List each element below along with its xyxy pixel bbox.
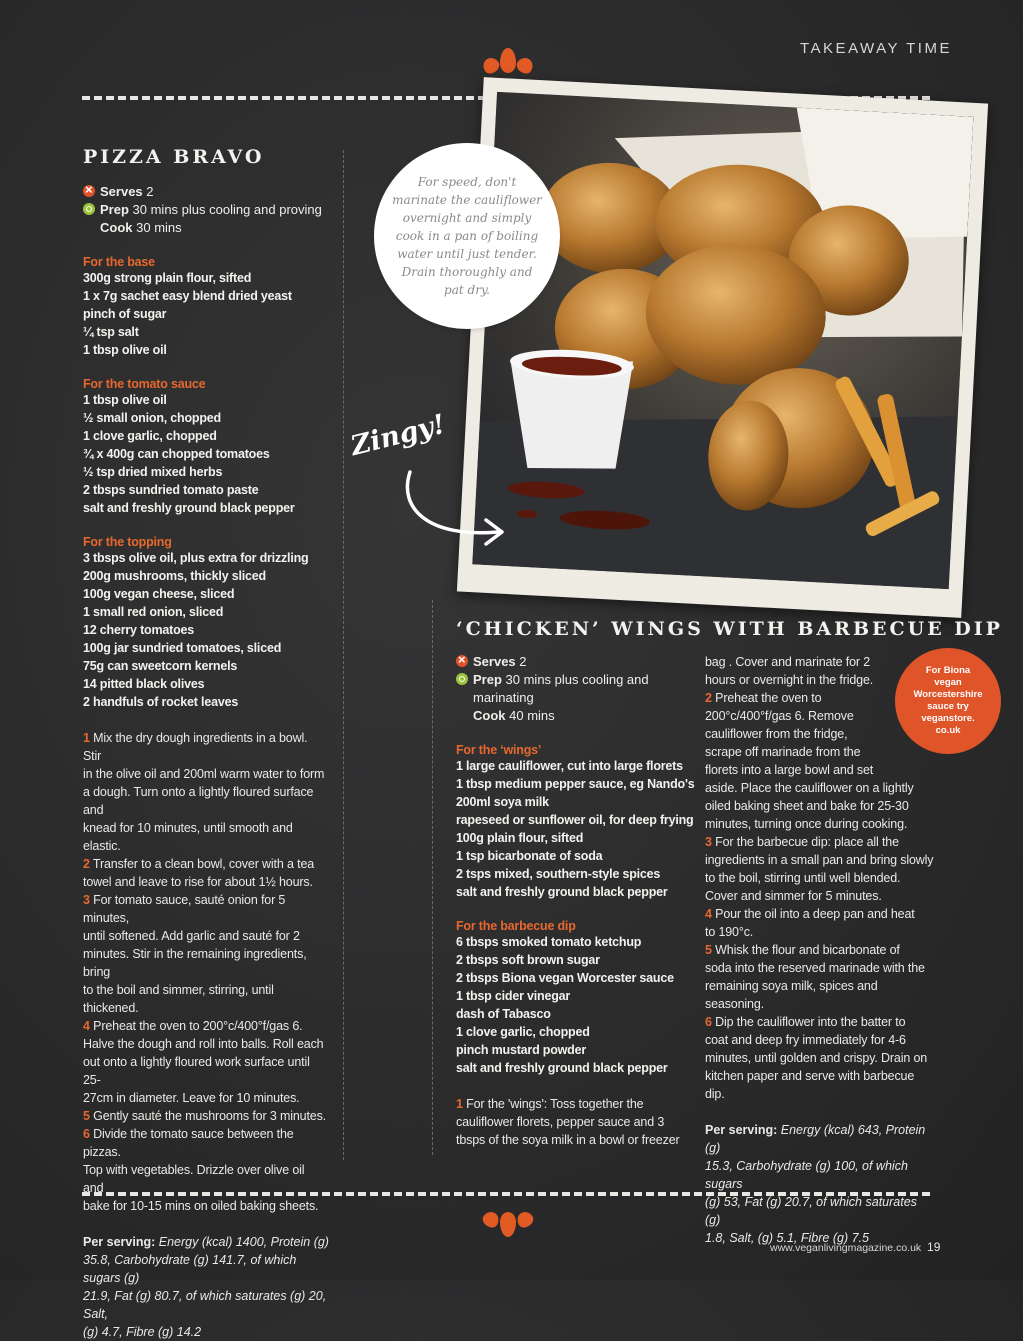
column-divider-2 bbox=[432, 600, 433, 1155]
ingredient: ½ small onion, chopped bbox=[83, 411, 221, 425]
ingredients-list bbox=[83, 269, 333, 359]
method-step: 5 Whisk the flour and bicarbonate of soda into the reserved marinade with the remaining soya milk, spices and seasoning. bbox=[705, 943, 925, 1011]
curved-arrow-icon bbox=[398, 468, 513, 553]
ingredient: 2 tsps mixed, southern-style spices bbox=[456, 867, 661, 881]
method bbox=[456, 1095, 691, 1149]
petal-ornament-top bbox=[483, 48, 533, 78]
petal-ornament-bottom bbox=[483, 1212, 533, 1242]
cook-label: Cook bbox=[100, 220, 133, 235]
method-step: 4 Pour the oil into a deep pan and heat to 190°c. bbox=[705, 907, 915, 939]
serves-label: Serves bbox=[100, 184, 143, 199]
ingredient: salt and freshly ground black pepper bbox=[456, 1061, 668, 1075]
ingredients-heading: For the tomato sauce bbox=[83, 377, 206, 391]
ingredients-heading: For the topping bbox=[83, 535, 172, 549]
wings-meta bbox=[456, 653, 691, 725]
nutrition: Per serving: Energy (kcal) 643, Protein (g) 15.3, Carbohydrate (g) 100, of which sugars (g) 53, Fat (g) 20.7, of which saturates (g) 1.8, Salt, (g) 5.1, Fibre (g) 7.5 bbox=[705, 1123, 926, 1245]
tip-text: For speed, don't marinate the cauliflower overnight and simply cook in a pan of boiling water until just tender. Drain thoroughly and pat dry. bbox=[392, 175, 542, 297]
wings-column-left bbox=[456, 653, 695, 1149]
wings-column-right bbox=[705, 653, 935, 1247]
serves-value: 2 bbox=[519, 654, 527, 669]
photo-frame bbox=[457, 77, 988, 618]
prep-label: Prep bbox=[473, 672, 502, 687]
ingredients-list bbox=[83, 391, 333, 517]
section-label: TAKEAWAY TIME bbox=[800, 40, 952, 57]
ingredient: 14 pitted black olives bbox=[83, 677, 205, 691]
method bbox=[83, 729, 328, 1215]
ingredient: salt and freshly ground black pepper bbox=[83, 501, 295, 515]
ingredients-list bbox=[456, 757, 695, 901]
serves-label: Serves bbox=[473, 654, 516, 669]
ingredient: 200ml soya milk bbox=[456, 795, 549, 809]
prep-value: 30 mins plus cooling and bbox=[505, 672, 649, 687]
footer-url: www.veganlivingmagazine.co.uk bbox=[770, 1242, 922, 1254]
ingredient: 2 tbsps soft brown sugar bbox=[456, 953, 600, 967]
method-step: 1 Mix the dry dough ingredients in a bowl. Stir in the olive oil and 200ml warm water to form a dough. Turn onto a lightly floured surface and knead for 10 minutes, until smooth and elastic. bbox=[83, 731, 325, 853]
ingredient: dash of Tabasco bbox=[456, 1007, 551, 1021]
food-photo bbox=[472, 92, 973, 589]
promo-badge-text: For Biona vegan Worcestershire sauce try veganstore. co.uk bbox=[913, 665, 983, 736]
method-step: 6 Dip the cauliflower into the batter to coat and deep fry immediately for 4-6 minutes, until golden and crispy. Drain on kitchen paper and serve with barbecue dip. bbox=[705, 1015, 928, 1101]
method-step: 4 Preheat the oven to 200°c/400°f/gas 6. Halve the dough and roll into balls. Roll each out onto a lightly floured work surface until 25- 27cm in diameter. Leave for 10 minutes. bbox=[83, 1019, 324, 1105]
method-step: 5 Gently sauté the mushrooms for 3 minutes. bbox=[83, 1109, 326, 1123]
method-step: 6 Divide the tomato sauce between the pizzas. Top with vegetables. Drizzle over olive oil and bake for 10-15 mins on oiled baking sheets. bbox=[83, 1127, 319, 1213]
method-step: 2 Transfer to a clean bowl, cover with a tea towel and leave to rise for about 1½ hours. bbox=[83, 857, 315, 889]
cook-label: Cook bbox=[473, 708, 506, 723]
ingredient: 1 clove garlic, chopped bbox=[83, 429, 217, 443]
ingredient: 2 tbsps sundried tomato paste bbox=[83, 483, 259, 497]
method-step: 1 For the 'wings': Toss together the cauliflower florets, pepper sauce and 3 tbsps of the soya milk in a bowl or freezer bbox=[456, 1097, 680, 1147]
ingredient: salt and freshly ground black pepper bbox=[456, 885, 668, 899]
ingredient: 100g plain flour, sifted bbox=[456, 831, 584, 845]
ingredient: rapeseed or sunflower oil, for deep frying bbox=[456, 813, 694, 827]
method-step: 3 For the barbecue dip: place all the ingredients in a small pan and bring slowly to the boil, stirring until well blended. Cover and simmer for 5 minutes. bbox=[705, 835, 934, 903]
ingredients-heading: For the base bbox=[83, 255, 155, 269]
promo-badge bbox=[898, 651, 998, 751]
ingredient: 3 tbsps olive oil, plus extra for drizzling bbox=[83, 551, 309, 565]
zingy-label: Zingy! bbox=[347, 408, 449, 463]
ingredient: 1 tbsp cider vinegar bbox=[456, 989, 571, 1003]
ingredient: 1 tsp bicarbonate of soda bbox=[456, 849, 603, 863]
divider-bottom bbox=[82, 1192, 930, 1196]
ingredient: 100g vegan cheese, sliced bbox=[83, 587, 235, 601]
column-divider bbox=[343, 150, 344, 1160]
prep-value-cont: marinating bbox=[473, 690, 534, 705]
ingredient: 200g mushrooms, thickly sliced bbox=[83, 569, 266, 583]
ingredient: 1 tbsp olive oil bbox=[83, 343, 167, 357]
method-step: 3 For tomato sauce, sauté onion for 5 minutes, until softened. Add garlic and sauté for 2 minutes. Stir in the remaining ingredients, bring to the boil and simmer, stirring, until thickened. bbox=[83, 893, 307, 1015]
ingredients-heading: For the barbecue dip bbox=[456, 919, 576, 933]
pizza-recipe bbox=[83, 146, 333, 1341]
ingredient: ½ tsp dried mixed herbs bbox=[83, 465, 223, 479]
prep-value: 30 mins plus cooling and proving bbox=[132, 202, 322, 217]
serves-icon bbox=[83, 185, 95, 197]
ingredient: 1 tbsp olive oil bbox=[83, 393, 167, 407]
ingredient: 1 clove garlic, chopped bbox=[456, 1025, 590, 1039]
footer bbox=[770, 1240, 940, 1254]
wings-title-wrap bbox=[456, 618, 1003, 640]
ingredient: 1 tbsp medium pepper sauce, eg Nando's bbox=[456, 777, 695, 791]
nutrition: Per serving: Energy (kcal) 1400, Protein (g) 35.8, Carbohydrate (g) 141.7, of which sugars (g) 21.9, Fat (g) 80.7, of which saturates (g) 20, Salt, (g) 4.7, Fibre (g) 14.2 bbox=[83, 1235, 329, 1339]
page-number: 19 bbox=[927, 1240, 941, 1254]
ingredient: ¼ tsp salt bbox=[83, 325, 139, 339]
prep-label: Prep bbox=[100, 202, 129, 217]
ingredient: 1 large cauliflower, cut into large florets bbox=[456, 759, 683, 773]
ingredient: pinch of sugar bbox=[83, 307, 167, 321]
ingredient: 1 x 7g sachet easy blend dried yeast bbox=[83, 289, 292, 303]
method-step: 2 Preheat the oven to 200°c/400°f/gas 6. Remove cauliflower from the fridge, scrape off marinade from the florets into a large bowl and set aside. Place the cauliflower on a lightly oiled baking sheet and bake for 25-30 minutes, turning once during cooking. bbox=[705, 691, 914, 831]
ingredient: pinch mustard powder bbox=[456, 1043, 587, 1057]
ingredient: 300g strong plain flour, sifted bbox=[83, 271, 252, 285]
pizza-title: PIZZA BRAVO bbox=[83, 146, 265, 168]
method-step: bag . Cover and marinate for 2 hours or overnight in the fridge. bbox=[705, 655, 874, 687]
cook-value: 40 mins bbox=[509, 708, 555, 723]
ingredients-list bbox=[83, 549, 333, 711]
ingredient: ¾ x 400g can chopped tomatoes bbox=[83, 447, 270, 461]
method bbox=[705, 653, 935, 1103]
serves-value: 2 bbox=[146, 184, 154, 199]
wings-title: ‘CHICKEN’ WINGS WITH BARBECUE DIP bbox=[456, 618, 1003, 640]
cauliflower-wings-image bbox=[472, 92, 973, 589]
ingredients-list bbox=[456, 933, 691, 1077]
ingredient: 12 cherry tomatoes bbox=[83, 623, 195, 637]
ingredient: 100g jar sundried tomatoes, sliced bbox=[83, 641, 282, 655]
ingredient: 2 handfuls of rocket leaves bbox=[83, 695, 239, 709]
ingredient: 2 tbsps Biona vegan Worcester sauce bbox=[456, 971, 674, 985]
ingredient: 6 tbsps smoked tomato ketchup bbox=[456, 935, 642, 949]
clock-icon bbox=[83, 203, 95, 215]
ingredient: 1 small red onion, sliced bbox=[83, 605, 224, 619]
ingredient: 75g can sweetcorn kernels bbox=[83, 659, 238, 673]
tip-bubble bbox=[378, 147, 556, 325]
ingredients-heading: For the ‘wings’ bbox=[456, 743, 542, 757]
cook-value: 30 mins bbox=[136, 220, 182, 235]
serves-icon bbox=[456, 655, 468, 667]
pizza-meta bbox=[83, 183, 333, 237]
clock-icon bbox=[456, 673, 468, 685]
